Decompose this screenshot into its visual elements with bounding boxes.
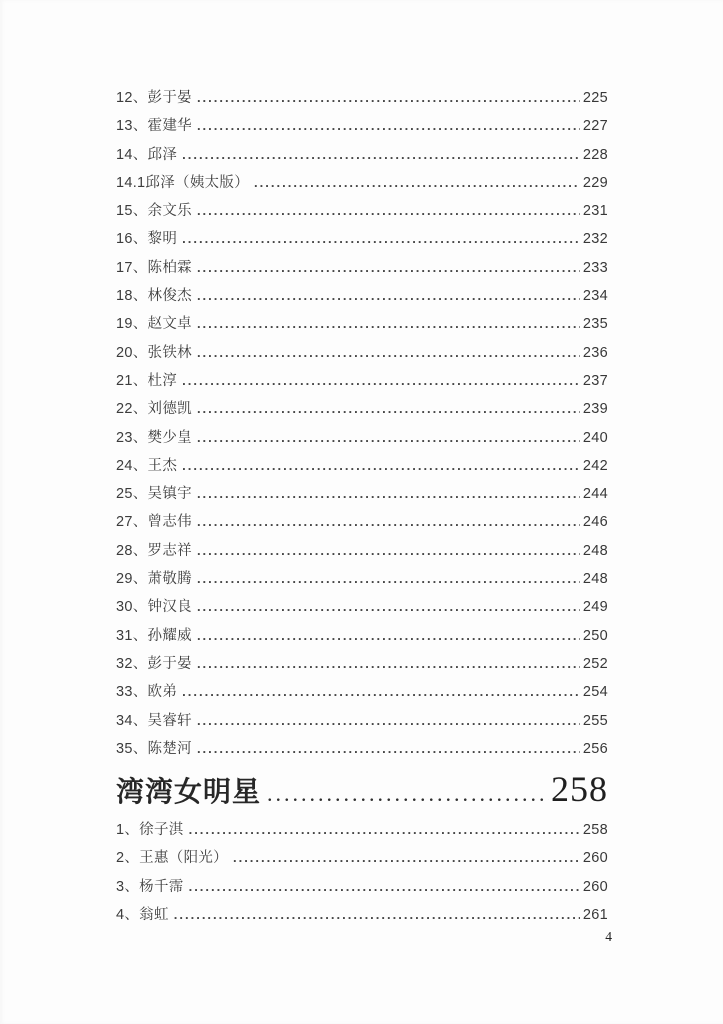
- dot-leader: [197, 622, 580, 650]
- toc-entry-page: 256: [582, 740, 608, 757]
- toc-entry[interactable]: [116, 678, 608, 706]
- toc-entry[interactable]: [116, 480, 608, 508]
- toc-entry-page: 227: [582, 118, 608, 135]
- toc-entry-page: 246: [582, 514, 608, 531]
- dot-leader: [197, 537, 580, 565]
- toc-entry-page: 231: [582, 203, 608, 220]
- toc-entry[interactable]: [116, 254, 608, 282]
- toc-entry-label: 12、彭于晏: [116, 90, 192, 106]
- toc-entry[interactable]: [116, 565, 608, 593]
- dot-leader: [267, 771, 549, 820]
- toc-entry[interactable]: [116, 339, 608, 367]
- toc-entry-page: 248: [582, 571, 608, 588]
- toc-entry[interactable]: [116, 169, 608, 197]
- dot-leader: [233, 844, 580, 872]
- toc-entry[interactable]: [116, 452, 608, 480]
- toc-entry-page: 234: [582, 288, 608, 305]
- toc-entry-label: 13、霍建华: [116, 118, 192, 135]
- toc-entry-label: 17、陈柏霖: [116, 259, 192, 276]
- toc-entry-page: 225: [582, 90, 608, 106]
- toc-entry[interactable]: [116, 735, 608, 763]
- table-of-contents: [116, 84, 608, 929]
- dot-leader: [197, 310, 580, 338]
- toc-entry-page: 260: [582, 850, 608, 867]
- dot-leader: [182, 678, 580, 706]
- dot-leader: [197, 707, 580, 735]
- toc-entry-label: 20、张铁林: [116, 344, 192, 361]
- toc-entry-label: 1、徐子淇: [116, 822, 184, 839]
- dot-leader: [182, 367, 580, 395]
- toc-entry-page: 261: [582, 907, 608, 924]
- toc-entry[interactable]: [116, 84, 608, 112]
- footer-page-number: 4: [605, 929, 612, 944]
- dot-leader: [197, 508, 580, 536]
- dot-leader: [182, 452, 580, 480]
- toc-entry[interactable]: [116, 424, 608, 452]
- toc-entry[interactable]: [116, 225, 608, 253]
- dot-leader: [197, 650, 580, 678]
- toc-entry-label: 35、陈楚河: [116, 740, 192, 757]
- toc-male-list: [116, 84, 608, 763]
- toc-entry-label: 3、杨千霈: [116, 878, 184, 895]
- toc-entry-label: 18、林俊杰: [116, 288, 192, 305]
- toc-entry-page: 232: [582, 231, 608, 248]
- toc-entry-label: 31、孙耀威: [116, 627, 192, 644]
- toc-entry-page: 229: [582, 174, 608, 191]
- dot-leader: [197, 112, 580, 140]
- toc-female-list: [116, 816, 608, 929]
- dot-leader: [197, 424, 580, 452]
- dot-leader: [182, 141, 580, 169]
- dot-leader: [254, 169, 580, 197]
- dot-leader: [197, 395, 580, 423]
- toc-entry[interactable]: [116, 395, 608, 423]
- toc-entry-page: 250: [582, 627, 608, 644]
- toc-entry-page: 228: [582, 146, 608, 163]
- dot-leader: [197, 339, 580, 367]
- toc-entry[interactable]: [116, 141, 608, 169]
- dot-leader: [197, 480, 580, 508]
- toc-entry[interactable]: [116, 844, 608, 872]
- toc-entry[interactable]: [116, 367, 608, 395]
- toc-entry-page: 254: [582, 684, 608, 701]
- toc-entry[interactable]: [116, 873, 608, 901]
- toc-entry[interactable]: [116, 707, 608, 735]
- toc-entry-page: 240: [582, 429, 608, 446]
- toc-entry[interactable]: [116, 622, 608, 650]
- toc-entry-label: 25、吴镇宇: [116, 486, 192, 503]
- toc-entry-label: 21、杜淳: [116, 372, 178, 389]
- dot-leader: [197, 593, 580, 621]
- toc-entry-label: 33、欧弟: [116, 684, 178, 701]
- dot-leader: [197, 282, 580, 310]
- toc-entry-label: 23、樊少皇: [116, 429, 192, 446]
- dot-leader: [174, 901, 580, 929]
- toc-entry[interactable]: [116, 508, 608, 536]
- toc-entry[interactable]: [116, 310, 608, 338]
- toc-entry[interactable]: [116, 650, 608, 678]
- toc-entry-label: 28、罗志祥: [116, 542, 192, 559]
- dot-leader: [197, 197, 580, 225]
- toc-entry[interactable]: [116, 816, 608, 844]
- toc-entry-page: 258: [582, 822, 608, 839]
- toc-entry-label: 15、余文乐: [116, 203, 192, 220]
- dot-leader: [197, 254, 580, 282]
- toc-entry-page: 235: [582, 316, 608, 333]
- toc-entry-label: 4、翁虹: [116, 907, 169, 924]
- toc-entry-label: 32、彭于晏: [116, 655, 192, 672]
- toc-entry-label: 34、吴睿轩: [116, 712, 192, 729]
- toc-entry-label: 19、赵文卓: [116, 316, 192, 333]
- toc-entry-page: 237: [582, 372, 608, 389]
- toc-entry[interactable]: [116, 197, 608, 225]
- section-heading-row[interactable]: [116, 766, 608, 812]
- toc-entry-page: 249: [582, 599, 608, 616]
- toc-entry-page: 255: [582, 712, 608, 729]
- dot-leader: [197, 84, 580, 112]
- toc-entry-label: 24、王杰: [116, 457, 178, 474]
- toc-entry-label: 29、萧敬腾: [116, 571, 192, 588]
- toc-entry-label: 22、刘德凯: [116, 401, 192, 418]
- dot-leader: [182, 225, 580, 253]
- toc-entry[interactable]: [116, 282, 608, 310]
- toc-entry[interactable]: [116, 112, 608, 140]
- section-heading-label: 湾湾女明星: [116, 776, 262, 808]
- toc-entry-label: 16、黎明: [116, 231, 178, 248]
- toc-entry[interactable]: [116, 537, 608, 565]
- dot-leader: [189, 816, 580, 844]
- toc-entry-page: 239: [582, 401, 608, 418]
- toc-entry-label: 27、曾志伟: [116, 514, 192, 531]
- section-heading-page: 258: [551, 769, 608, 810]
- toc-entry-page: 260: [582, 878, 608, 895]
- toc-entry-page: 242: [582, 457, 608, 474]
- toc-entry-page: 244: [582, 486, 608, 503]
- toc-entry-label: 2、王惠（阳光）: [116, 850, 228, 867]
- toc-entry-label: 14、邱泽: [116, 146, 178, 163]
- toc-entry-page: 252: [582, 655, 608, 672]
- toc-entry[interactable]: [116, 901, 608, 929]
- toc-entry[interactable]: [116, 593, 608, 621]
- dot-leader: [197, 735, 580, 763]
- toc-entry-page: 233: [582, 259, 608, 276]
- toc-entry-label: 14.1邱泽（姨太版）: [116, 174, 250, 191]
- dot-leader: [189, 873, 580, 901]
- toc-entry-label: 30、钟汉良: [116, 599, 192, 616]
- toc-entry-page: 236: [582, 344, 608, 361]
- dot-leader: [197, 565, 580, 593]
- toc-entry-page: 248: [582, 542, 608, 559]
